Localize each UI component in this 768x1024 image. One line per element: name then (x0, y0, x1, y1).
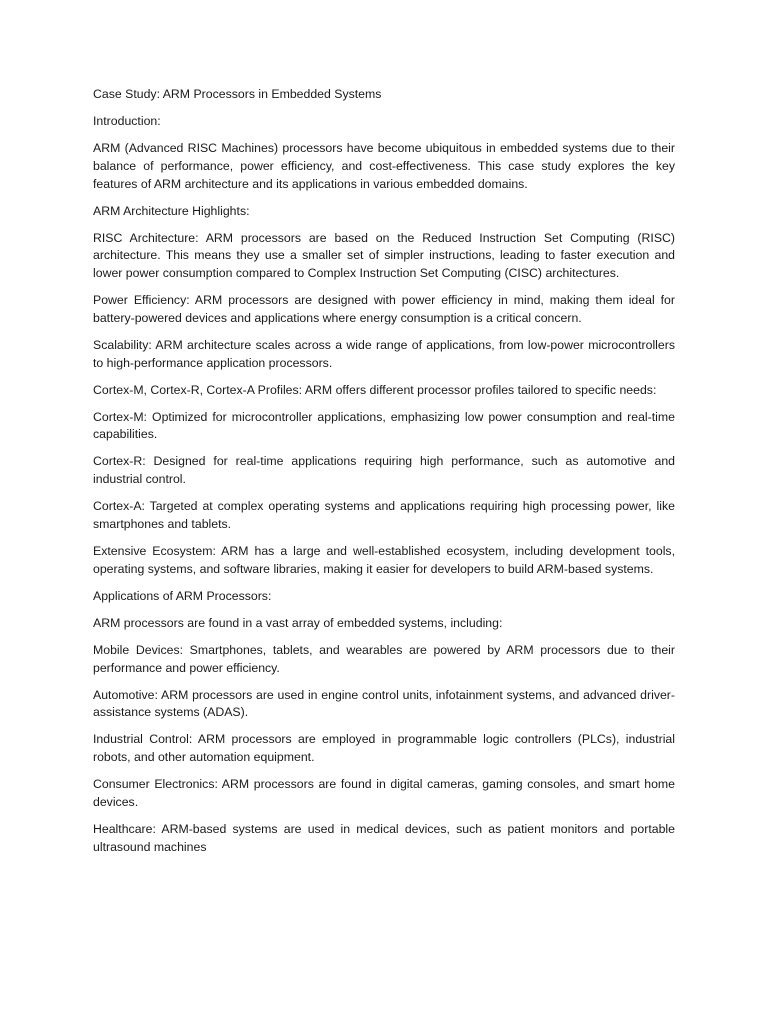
paragraph-healthcare: Healthcare: ARM-based systems are used in medical devices, such as patient monitors and portable ultrasound machines (93, 821, 675, 854)
paragraph-cortex-r: Cortex-R: Designed for real-time applications requiring high performance, such as automotive and industrial control. (93, 454, 675, 487)
paragraph-scalability: Scalability: ARM architecture scales across a wide range of applications, from low-power microcontrollers to high-performance application processors. (93, 337, 675, 370)
paragraph-risc: RISC Architecture: ARM processors are based on the Reduced Instruction Set Computing (RISC) architecture. This means they use a smaller set of simpler instructions, leading to faster execution and lower power consumption compared to Complex Instruction Set Computing (CISC) architectures. (93, 230, 675, 281)
paragraph-industrial-control: Industrial Control: ARM processors are employed in programmable logic controllers (PLCs), industrial robots, and other automation equipment. (93, 732, 675, 765)
paragraph-consumer-electronics: Consumer Electronics: ARM processors are found in digital cameras, gaming consoles, and smart home devices. (93, 777, 675, 809)
section-heading-introduction: Introduction: (93, 113, 161, 128)
section-heading-highlights: ARM Architecture Highlights: (93, 203, 250, 218)
paragraph-cortex-a: Cortex-A: Targeted at complex operating systems and applications requiring high processing power, like smartphones and tablets. (93, 499, 675, 532)
document-title: Case Study: ARM Processors in Embedded Systems (93, 87, 382, 101)
paragraph-automotive: Automotive: ARM processors are used in engine control units, infotainment systems, and advanced driver-assistance systems (ADAS). (93, 687, 675, 720)
paragraph-profiles: Cortex-M, Cortex-R, Cortex-A Profiles: ARM offers different processor profiles tailored to specific needs: (93, 382, 657, 397)
paragraph-power-efficiency: Power Efficiency: ARM processors are designed with power efficiency in mind, making them ideal for battery-powered devices and applications where energy consumption is a critical concern. (93, 293, 675, 325)
section-heading-applications: Applications of ARM Processors: (93, 588, 272, 603)
document-page (93, 86, 675, 866)
paragraph-mobile-devices: Mobile Devices: Smartphones, tablets, and wearables are powered by ARM processors due to their performance and power efficiency. (93, 642, 675, 675)
paragraph-applications-intro: ARM processors are found in a vast array of embedded systems, including: (93, 615, 503, 630)
paragraph-introduction: ARM (Advanced RISC Machines) processors have become ubiquitous in embedded systems due to their balance of performance, power efficiency, and cost-effectiveness. This case study explores the key features of ARM architecture and its applications in various embedded domains. (93, 140, 675, 191)
paragraph-ecosystem: Extensive Ecosystem: ARM has a large and well-established ecosystem, including development tools, operating systems, and software libraries, making it easier for developers to build ARM-based systems. (93, 544, 675, 576)
paragraph-cortex-m: Cortex-M: Optimized for microcontroller applications, emphasizing low power consumption and real-time capabilities. (93, 409, 675, 442)
